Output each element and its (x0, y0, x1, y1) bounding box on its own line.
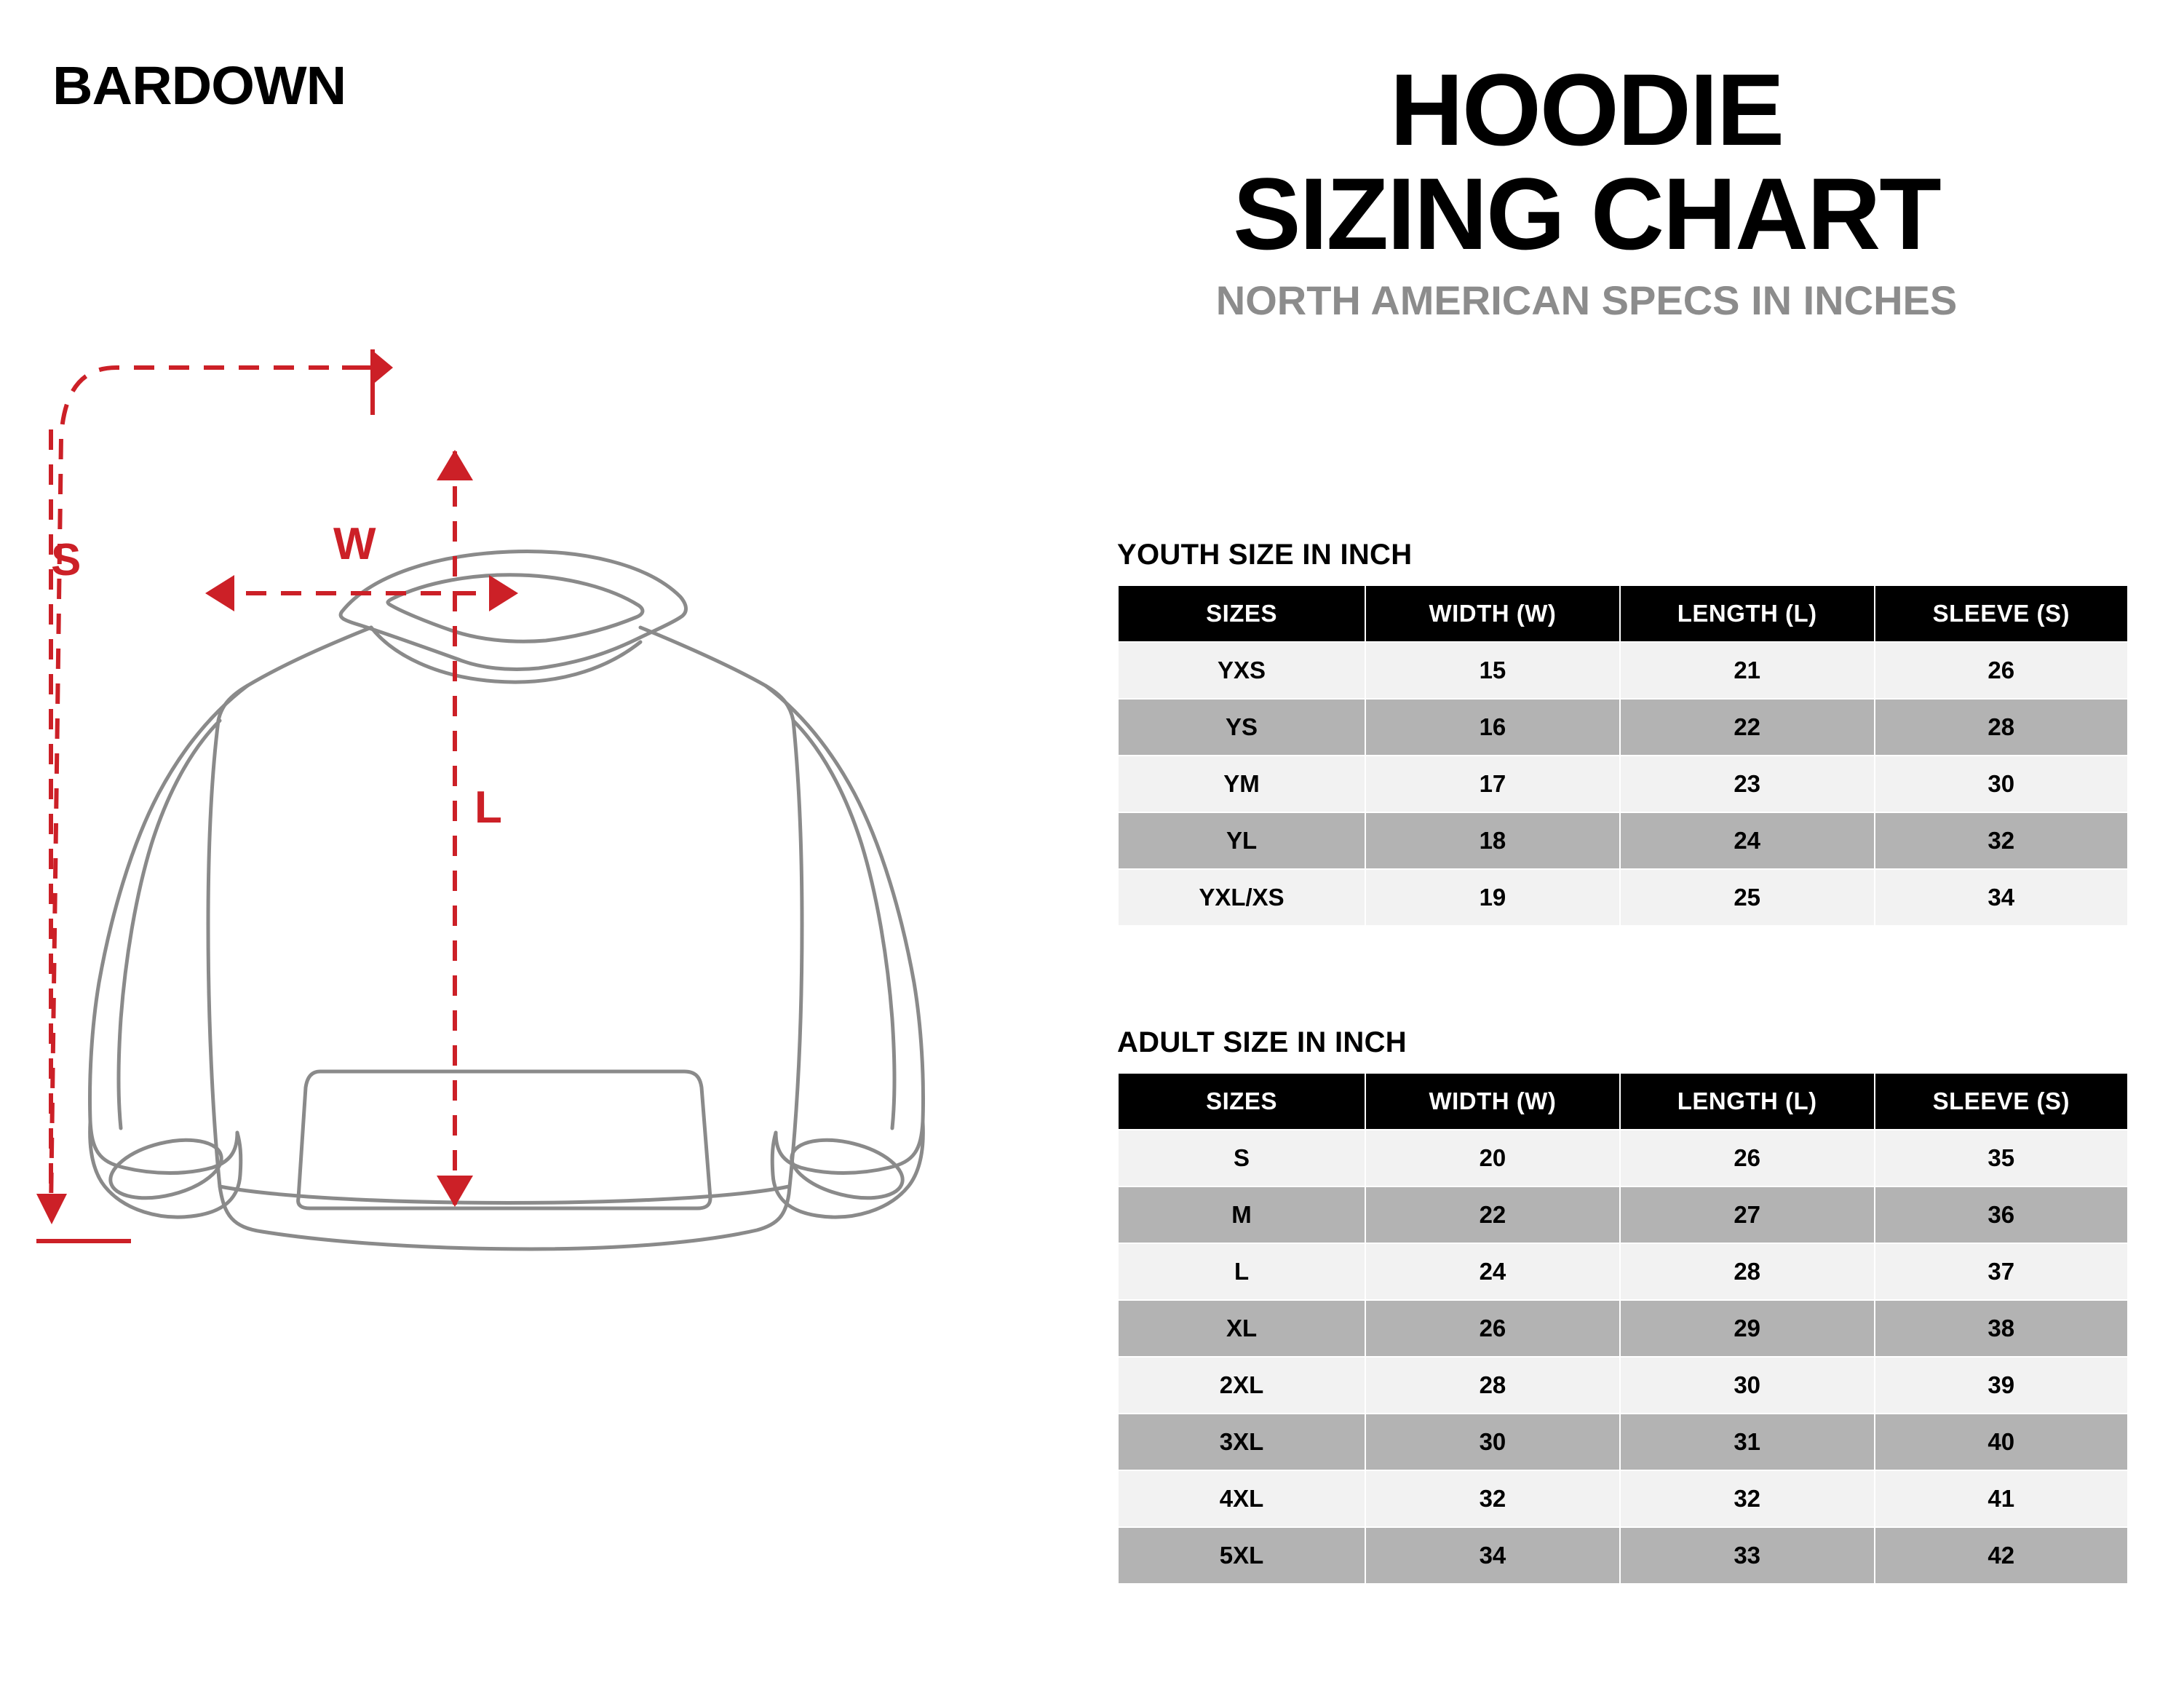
table-row (1118, 1527, 2128, 1584)
table-row (1118, 1414, 2128, 1470)
column-header-sizes: SIZES (1118, 1073, 1365, 1130)
cell-length: 23 (1620, 756, 1875, 812)
cell-width: 24 (1365, 1243, 1620, 1300)
table-row (1118, 756, 2128, 812)
cell-sleeve: 30 (1875, 756, 2128, 812)
cell-length: 24 (1620, 812, 1875, 869)
cell-size: M (1118, 1186, 1365, 1243)
cell-size: S (1118, 1130, 1365, 1186)
cell-length: 33 (1620, 1527, 1875, 1584)
cell-size: YS (1118, 699, 1365, 756)
table-row (1118, 699, 2128, 756)
cell-width: 26 (1365, 1300, 1620, 1357)
table-row (1118, 869, 2128, 926)
cell-sleeve: 39 (1875, 1357, 2128, 1414)
table-row (1118, 1243, 2128, 1300)
cell-length: 30 (1620, 1357, 1875, 1414)
table-header-row (1118, 585, 2128, 642)
cell-width: 32 (1365, 1470, 1620, 1527)
table-header-row (1118, 1073, 2128, 1130)
table-row (1118, 1300, 2128, 1357)
cell-width: 17 (1365, 756, 1620, 812)
table-row (1118, 1470, 2128, 1527)
cell-size: YXS (1118, 642, 1365, 699)
cell-width: 15 (1365, 642, 1620, 699)
column-header-width: WIDTH (W) (1365, 1073, 1620, 1130)
cell-sleeve: 40 (1875, 1414, 2128, 1470)
cell-length: 21 (1620, 642, 1875, 699)
cell-size: 5XL (1118, 1527, 1365, 1584)
cell-length: 22 (1620, 699, 1875, 756)
cell-width: 28 (1365, 1357, 1620, 1414)
cell-length: 26 (1620, 1130, 1875, 1186)
column-header-sizes: SIZES (1118, 585, 1365, 642)
column-header-length: LENGTH (L) (1620, 1073, 1875, 1130)
cell-length: 29 (1620, 1300, 1875, 1357)
cell-size: YL (1118, 812, 1365, 869)
cell-width: 20 (1365, 1130, 1620, 1186)
cell-width: 34 (1365, 1527, 1620, 1584)
cell-width: 19 (1365, 869, 1620, 926)
column-header-length: LENGTH (L) (1620, 585, 1875, 642)
cell-sleeve: 32 (1875, 812, 2128, 869)
youth-size-table (1117, 585, 2129, 927)
page-title-line-2: SIZING CHART (1233, 156, 1940, 271)
youth-table-caption: YOUTH SIZE IN INCH (1117, 539, 1413, 571)
table-row (1118, 1186, 2128, 1243)
cell-width: 22 (1365, 1186, 1620, 1243)
cell-size: 2XL (1118, 1357, 1365, 1414)
cell-length: 31 (1620, 1414, 1875, 1470)
cell-width: 16 (1365, 699, 1620, 756)
youth-size-table-block (1117, 539, 2129, 927)
page-subtitle: NORTH AMERICAN SPECS IN INCHES (1215, 277, 1958, 323)
cell-size: 3XL (1118, 1414, 1365, 1470)
adult-size-table-block (1117, 1026, 2129, 1585)
adult-size-table (1117, 1072, 2129, 1585)
page-header (1041, 52, 2132, 324)
cell-sleeve: 38 (1875, 1300, 2128, 1357)
cell-sleeve: 35 (1875, 1130, 2128, 1186)
cell-length: 32 (1620, 1470, 1875, 1527)
cell-size: YM (1118, 756, 1365, 812)
cell-length: 25 (1620, 869, 1875, 926)
column-header-sleeve: SLEEVE (S) (1875, 585, 2128, 642)
cell-sleeve: 26 (1875, 642, 2128, 699)
cell-sleeve: 36 (1875, 1186, 2128, 1243)
adult-table-caption: ADULT SIZE IN INCH (1117, 1026, 1407, 1058)
cell-sleeve: 28 (1875, 699, 2128, 756)
table-row (1118, 1357, 2128, 1414)
cell-sleeve: 41 (1875, 1470, 2128, 1527)
cell-sleeve: 34 (1875, 869, 2128, 926)
cell-size: XL (1118, 1300, 1365, 1357)
brand-logo: BARDOWN (52, 55, 346, 116)
cell-width: 30 (1365, 1414, 1620, 1470)
cell-size: YXL/XS (1118, 869, 1365, 926)
column-header-sleeve: SLEEVE (S) (1875, 1073, 2128, 1130)
cell-size: 4XL (1118, 1470, 1365, 1527)
page-title-line-1: HOODIE (1389, 52, 1784, 167)
table-row (1118, 642, 2128, 699)
hoodie-diagram (29, 342, 1019, 1449)
table-row (1118, 812, 2128, 869)
cell-width: 18 (1365, 812, 1620, 869)
diagram-label-w: W (333, 519, 376, 569)
column-header-width: WIDTH (W) (1365, 585, 1620, 642)
diagram-label-l: L (474, 782, 502, 833)
cell-sleeve: 37 (1875, 1243, 2128, 1300)
table-row (1118, 1130, 2128, 1186)
diagram-label-s: S (51, 535, 82, 585)
cell-length: 27 (1620, 1186, 1875, 1243)
cell-length: 28 (1620, 1243, 1875, 1300)
cell-size: L (1118, 1243, 1365, 1300)
cell-sleeve: 42 (1875, 1527, 2128, 1584)
